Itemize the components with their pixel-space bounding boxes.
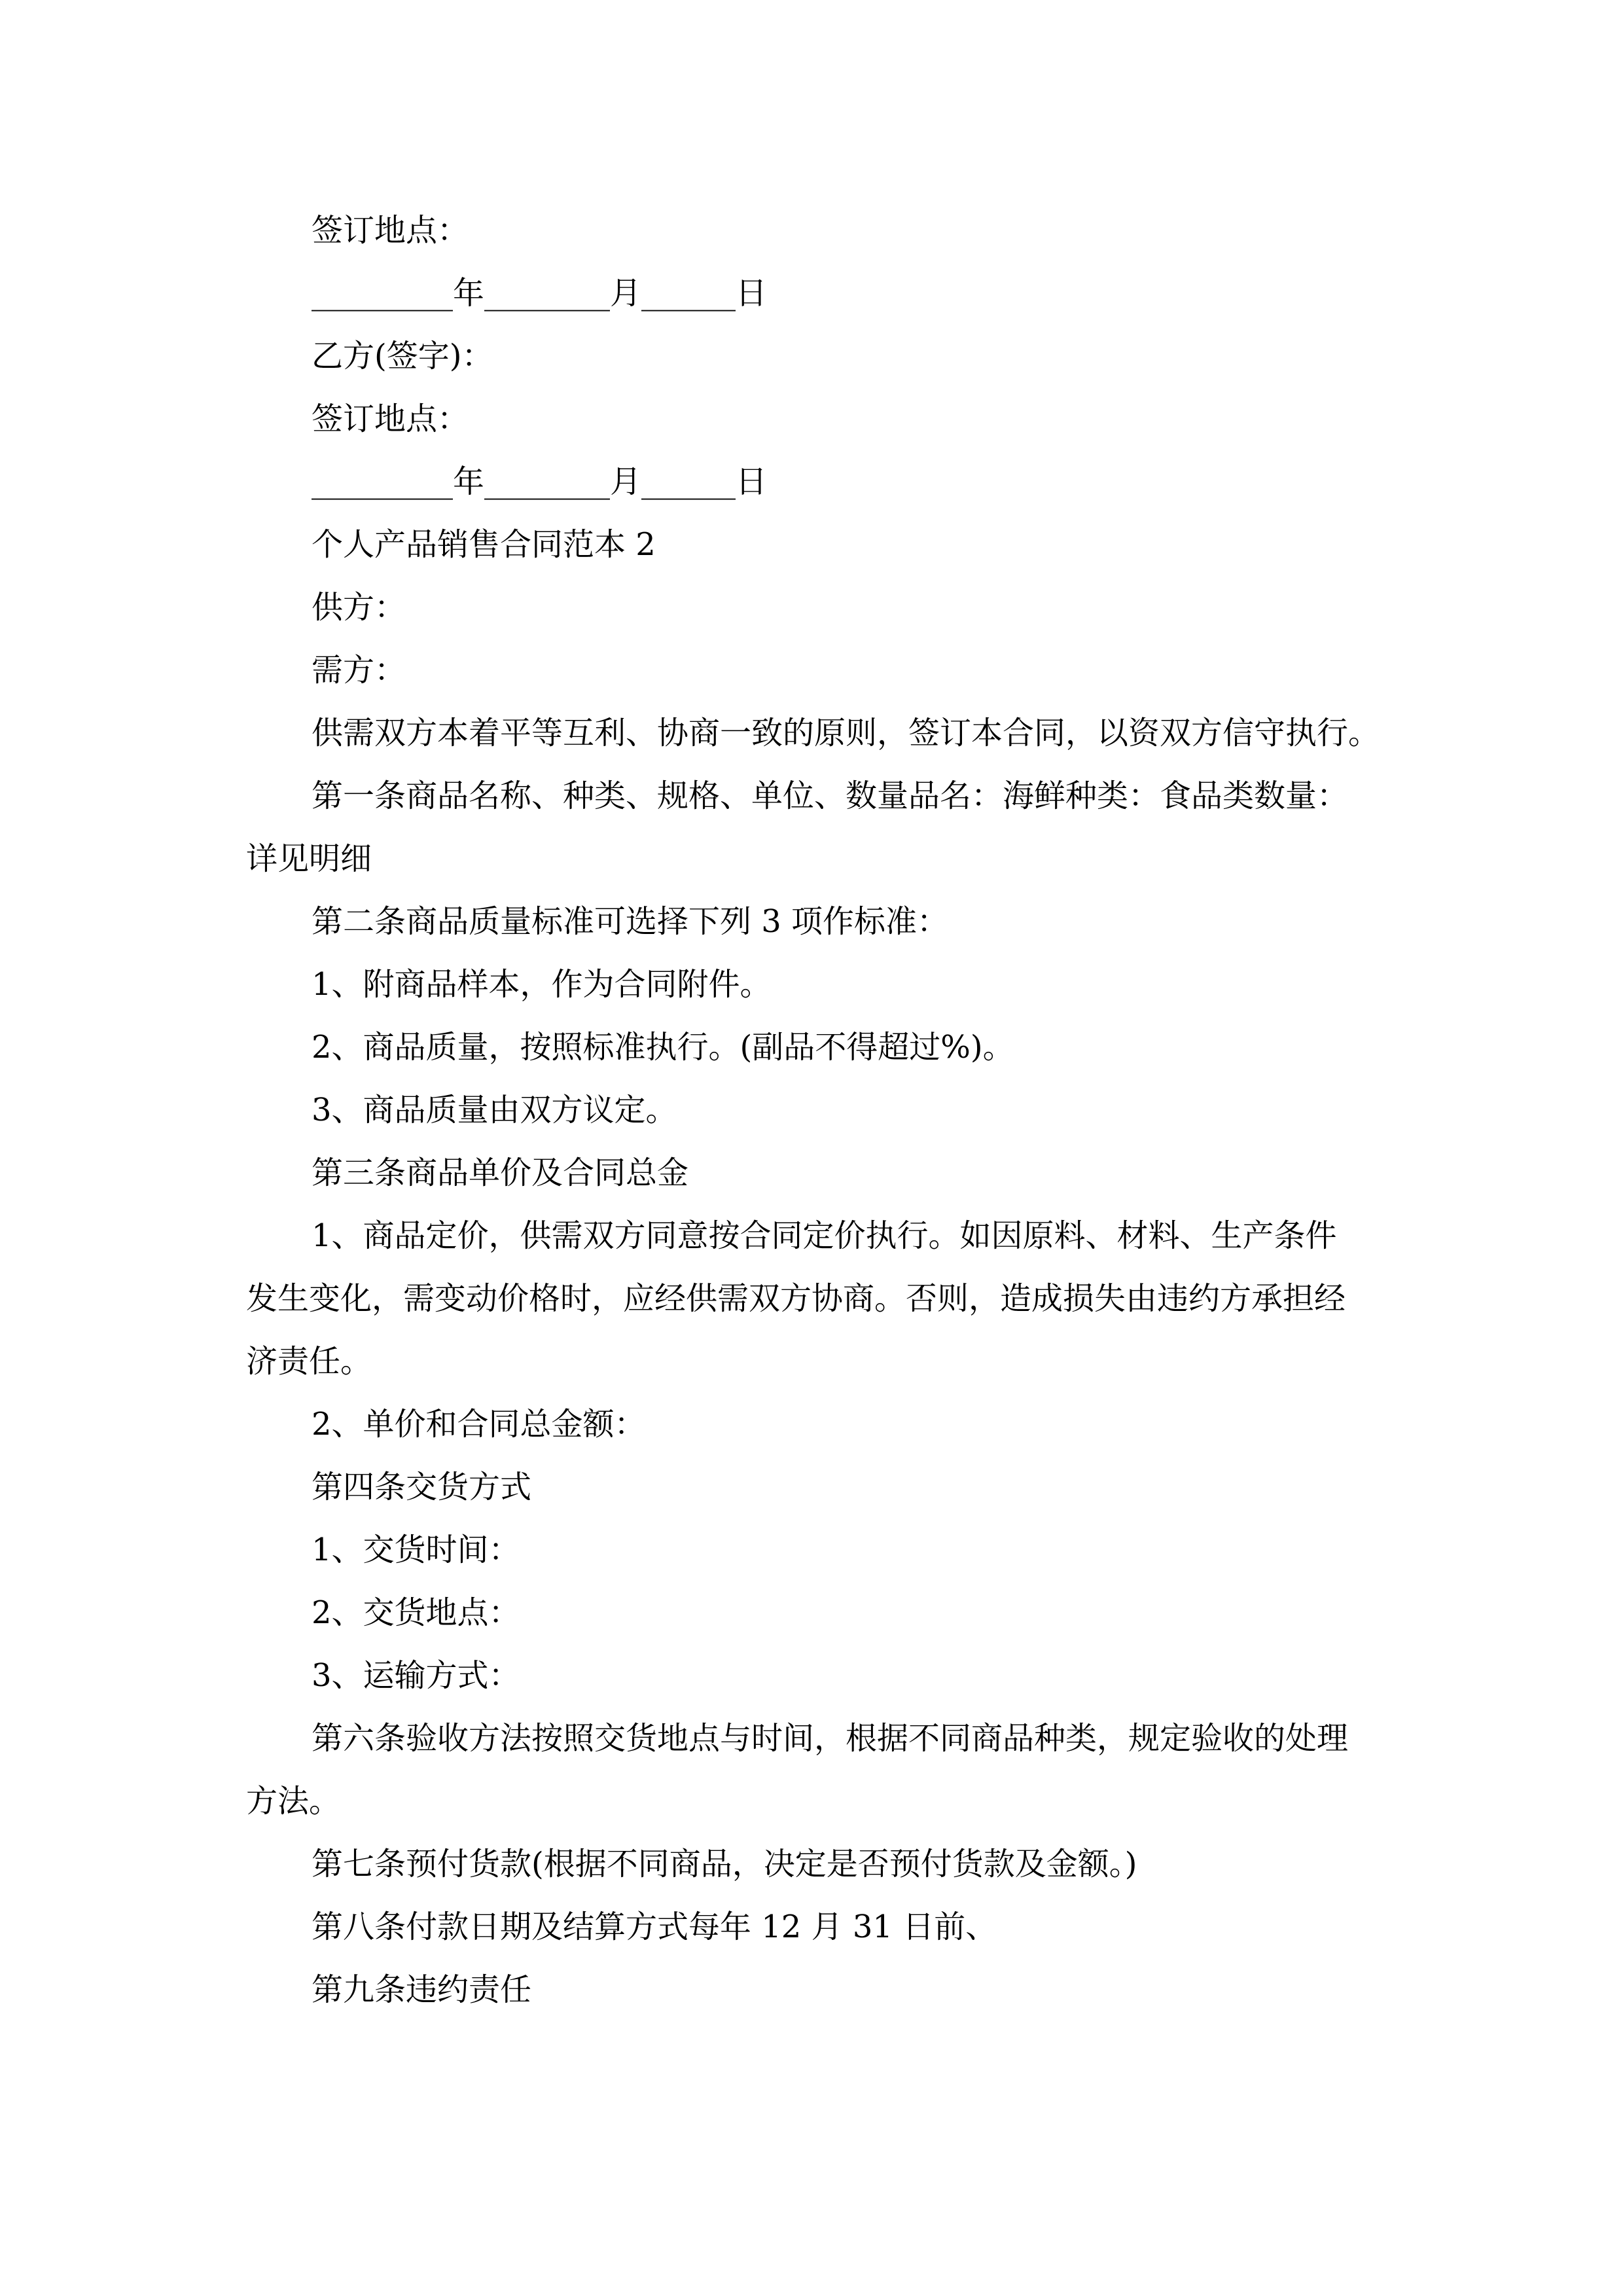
- article-3-item-1-line-2: 发生变化，需变动价格时，应经供需双方协商。否则，造成损失由违约方承担经: [246, 1280, 1346, 1317]
- article-1-line-2: 详见明细: [246, 840, 372, 877]
- article-2-item-1: 1、附商品样本，作为合同附件。: [312, 966, 772, 1003]
- date-line-a: _________年________月______日: [312, 275, 768, 312]
- article-6-line-1: 第六条验收方法按照交货地点与时间，根据不同商品种类，规定验收的处理: [312, 1720, 1349, 1757]
- signing-location-label-a: 签订地点：: [312, 212, 469, 249]
- preamble-paragraph: 供需双方本着平等互利、协商一致的原则，签订本合同，以资双方信守执行。: [312, 715, 1380, 751]
- article-4-item-3: 3、运输方式：: [312, 1657, 520, 1694]
- contract-title: 个人产品销售合同范本 2: [312, 526, 656, 563]
- article-2-heading: 第二条商品质量标准可选择下列 3 项作标准：: [312, 903, 949, 940]
- article-1-line-1: 第一条商品名称、种类、规格、单位、数量品名：海鲜种类：食品类数量：: [312, 778, 1349, 814]
- article-9-heading: 第九条违约责任: [312, 1971, 532, 2008]
- article-7: 第七条预付货款(根据不同商品，决定是否预付货款及金额。): [312, 1846, 1137, 1882]
- date-line-b: _________年________月______日: [312, 463, 768, 500]
- article-4-item-1: 1、交货时间：: [312, 1532, 520, 1568]
- article-3-item-1-line-1: 1、商品定价，供需双方同意按合同定价执行。如因原料、材料、生产条件: [312, 1217, 1337, 1254]
- signing-location-label-b: 签订地点：: [312, 401, 469, 437]
- article-4-heading: 第四条交货方式: [312, 1469, 532, 1505]
- article-3-heading: 第三条商品单价及合同总金: [312, 1155, 689, 1191]
- article-3-item-1-line-3: 济责任。: [246, 1343, 372, 1380]
- article-8: 第八条付款日期及结算方式每年 12 月 31 日前、: [312, 1909, 997, 1945]
- buyer-label: 需方：: [312, 652, 406, 689]
- article-6-line-2: 方法。: [246, 1783, 341, 1820]
- supplier-label: 供方：: [312, 589, 406, 626]
- article-3-item-2: 2、单价和合同总金额：: [312, 1406, 646, 1443]
- article-4-item-2: 2、交货地点：: [312, 1594, 520, 1631]
- article-2-item-3: 3、商品质量由双方议定。: [312, 1092, 677, 1128]
- article-2-item-2: 2、商品质量，按照标准执行。(副品不得超过%)。: [312, 1029, 1014, 1066]
- party-b-signature-label: 乙方(签字)：: [312, 338, 493, 374]
